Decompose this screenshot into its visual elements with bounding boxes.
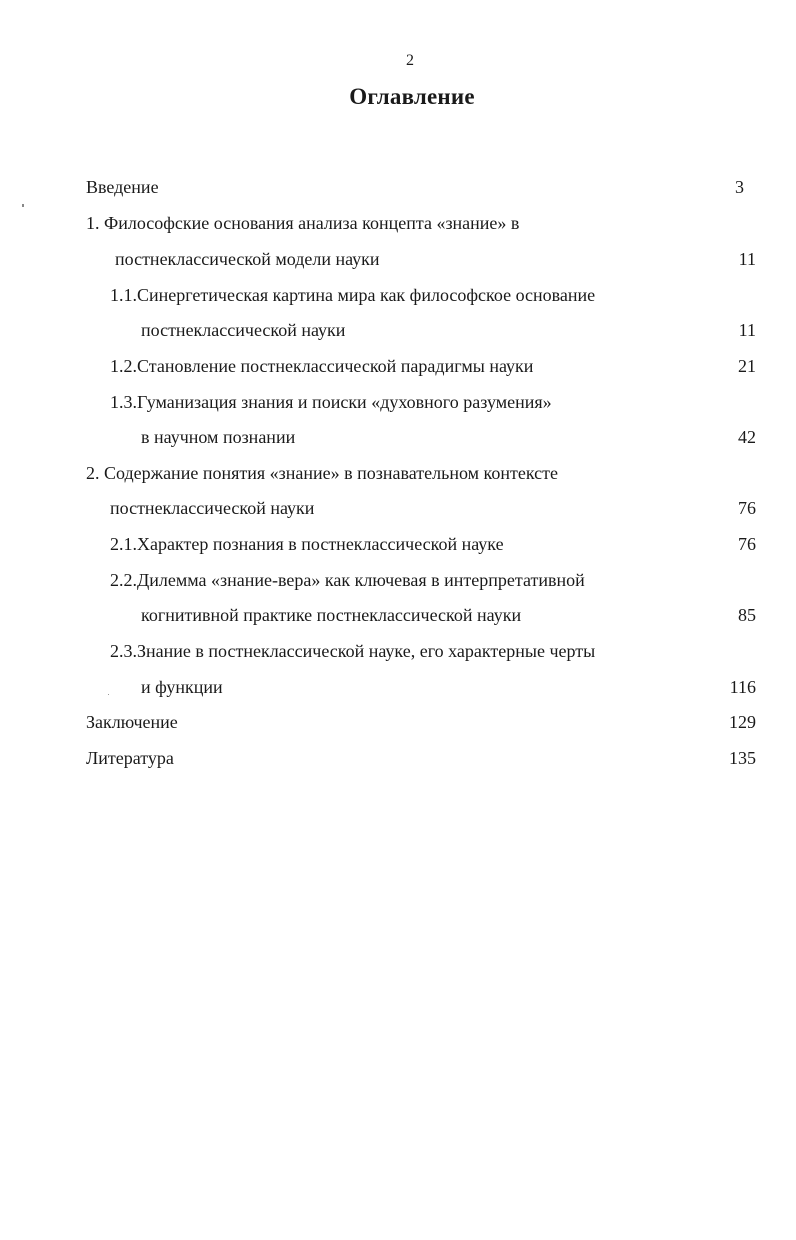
- toc-entry-page: 11: [738, 249, 756, 269]
- toc-entry-title: 2.3.Знание в постнеклассической науке, его характерные черты: [110, 641, 596, 661]
- toc-entry-page: 76: [738, 498, 756, 518]
- toc-entry-section-1-1: [0, 282, 796, 308]
- scan-artifact: [22, 204, 24, 207]
- toc-entry-title: Введение: [86, 177, 159, 197]
- toc-entry-chapter-2: [0, 460, 796, 486]
- toc-entry-literature: [0, 745, 796, 771]
- toc-entry-page: 116: [729, 677, 756, 697]
- toc-entry-section-2-1: [0, 531, 796, 557]
- toc-entry-title: постнеклассической науки: [110, 498, 315, 518]
- toc-entry-title: Литература: [86, 748, 174, 768]
- toc-entry-title: 1. Философские основания анализа концепта «знание» в: [86, 213, 520, 233]
- toc-entry-section-1-3: [0, 389, 796, 415]
- toc-entry-title: 2.1.Характер познания в постнеклассической науке: [110, 534, 504, 554]
- toc-entry-title: 1.2.Становление постнеклассической парадигмы науки: [110, 356, 534, 376]
- toc-entry-page: 76: [738, 534, 756, 554]
- toc-entry-section-1-2: [0, 353, 796, 379]
- toc-entry-title: 1.3.Гуманизация знания и поиски «духовного разумения»: [110, 392, 552, 412]
- page-title: Оглавление: [349, 84, 475, 109]
- toc-entry-section-2-3: [0, 638, 796, 664]
- toc-entry-introduction: [0, 174, 796, 200]
- toc-entry-section-2-3-cont: [0, 674, 796, 700]
- toc-entry-page: 42: [738, 427, 756, 447]
- toc-entry-title: 2.2.Дилемма «знание-вера» как ключевая в интерпретативной: [110, 570, 585, 590]
- toc-entry-section-1-3-cont: [0, 424, 796, 450]
- toc-entry-title: постнеклассической модели науки: [115, 249, 380, 269]
- toc-entry-conclusion: [0, 709, 796, 735]
- toc-entry-page: 11: [738, 320, 756, 340]
- toc-entry-page: 85: [738, 605, 756, 625]
- toc-entry-page: 135: [729, 748, 756, 768]
- toc-entry-title: в научном познании: [141, 427, 296, 447]
- toc-entry-chapter-2-cont: [0, 495, 796, 521]
- toc-entry-section-2-2: [0, 567, 796, 593]
- toc-entry-title: когнитивной практике постнеклассической науки: [141, 605, 522, 625]
- page-number: 2: [406, 52, 414, 69]
- toc-entry-title: 2. Содержание понятия «знание» в познавательном контексте: [86, 463, 558, 483]
- toc-entry-page: 21: [738, 356, 756, 376]
- toc-entry-section-2-2-cont: [0, 602, 796, 628]
- toc-entry-title: Заключение: [86, 712, 178, 732]
- toc-entry-chapter-1: [0, 210, 796, 236]
- toc-entry-title: 1.1.Синергетическая картина мира как философское основание: [110, 285, 596, 305]
- toc-entry-title: и функции: [141, 677, 223, 697]
- toc-entry-title: постнеклассической науки: [141, 320, 346, 340]
- toc-entry-page: 3: [735, 177, 744, 197]
- toc-entry-section-1-1-cont: [0, 317, 796, 343]
- toc-entry-page: 129: [729, 712, 756, 732]
- toc-entry-chapter-1-cont: [0, 246, 796, 272]
